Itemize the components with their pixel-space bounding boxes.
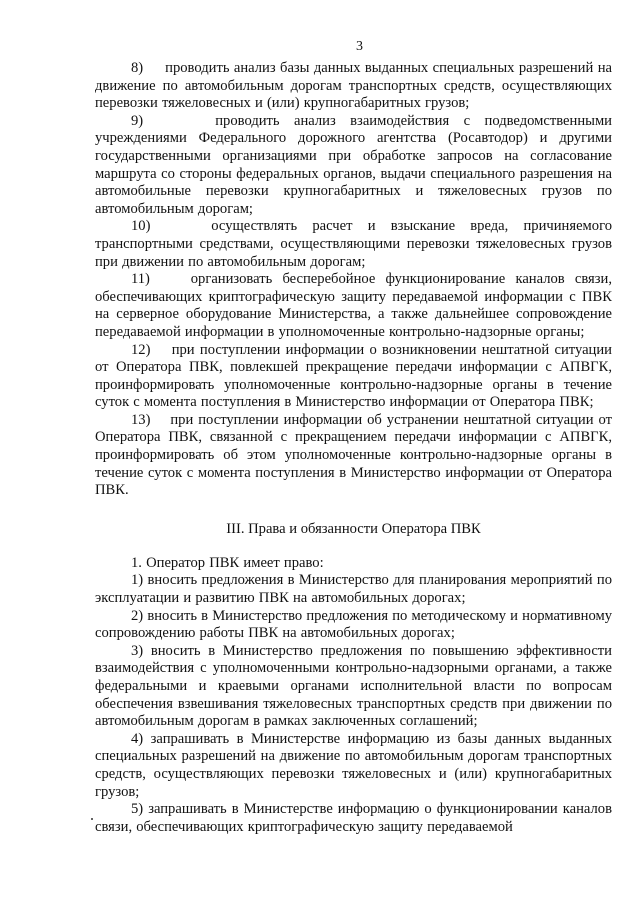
list-item [95, 572, 612, 607]
list-item [95, 60, 612, 113]
obligations-list-continued [95, 60, 612, 500]
item-text: при поступлении информации о возникновении нештатной ситуации от Оператора ПВК, повлекшей прекращение передачи информации с АПВГК, проинформировать уполномоченные контрольно-надзорные органы в течение суток с момента поступления в Министерство информации от Оператора ПВК; [95, 341, 612, 411]
item-text: осуществлять расчет и взыскание вреда, причиняемого транспортными средствами, осуществляющими перевозки тяжеловесных грузов при движении по автомобильным дорогам; [95, 218, 613, 270]
item-number: 13) [131, 411, 151, 428]
item-text: проводить анализ взаимодействия с подведомственными учреждениями Федерального дорожного агентства (Росавтодор) и другими государственными организациями при обработке запросов на согласование маршрута со стороны федеральных органов, выдачи специального разрешения на автомобильные перевозки крупногабаритных и тяжеловесных грузов по автомобильным дорогам; [95, 112, 612, 217]
item-text: запрашивать в Министерстве информацию из базы данных выданных специальных разрешений на движение по автомобильным дорогам транспортных средств, осуществляющих перевозки тяжеловесных и (или) крупногабаритных грузов; [95, 730, 612, 800]
list-item [95, 271, 612, 341]
list-item [95, 731, 612, 801]
item-text: вносить в Министерство предложения по методическому и нормативному сопровождению работы ПВК на автомобильных дорогах; [95, 607, 612, 642]
scan-speck [91, 818, 93, 820]
item-number: 8) [131, 60, 144, 76]
item-text: запрашивать в Министерстве информацию о функционировании каналов связи, обеспечивающих криптографическую защиту передаваемой [95, 801, 612, 835]
item-number: 2) [131, 607, 144, 624]
item-number: 9) [131, 112, 144, 129]
list-item [95, 412, 612, 500]
list-item [95, 643, 612, 731]
list-item [95, 218, 612, 271]
item-text: вносить в Министерство предложения по повышению эффективности взаимодействия с уполномоченными контрольно-надзорными органами, а также федеральными и краевыми органами исполнительной власти по вопросам обеспечения взвешивания тяжеловесных транспортных средств при движении по автомобильным дорогам в рамках заключенных соглашений; [95, 642, 612, 730]
list-item [95, 801, 612, 836]
item-text: вносить предложения в Министерство для планирования мероприятий по эксплуатации и развитию ПВК на автомобильных дорогах; [95, 572, 613, 607]
clause-intro: 1. Оператор ПВК имеет право: [131, 554, 324, 571]
list-item [95, 342, 612, 412]
item-number: 11) [131, 271, 150, 288]
item-text: проводить анализ базы данных выданных специальных разрешений на движение по автомобильным дорогам транспортных средств, осуществляющих перевозки тяжеловесных и (или) крупногабаритных грузов; [95, 60, 612, 112]
list-item [95, 113, 612, 219]
item-number: 4) [131, 730, 144, 747]
item-text: организовать бесперебойное функционирование каналов связи, обеспечивающих криптографическую защиту передаваемой информации с ПВК на серверное оборудование Министерства, а также дальнейшее сопровождение передаваемой информации в уполномоченные контрольно-надзорные органы; [95, 271, 612, 340]
item-number: 1) [131, 572, 144, 589]
rights-list [95, 572, 612, 836]
item-text: при поступлении информации об устранении нештатной ситуации от Оператора ПВК, связанной с прекращением передачи информации с АПВГК, проинформировать об этом уполномоченные контрольно-надзорные органы в течение суток с момента поступления в Министерство информации от Оператора ПВК. [95, 411, 612, 499]
list-item [95, 608, 612, 643]
item-number: 10) [131, 218, 151, 235]
item-number: 5) [131, 801, 144, 818]
item-number: 3) [131, 642, 144, 659]
item-number: 12) [131, 341, 151, 358]
page-number: 3 [356, 39, 363, 54]
section-heading: III. Права и обязанности Оператора ПВК [226, 520, 481, 537]
